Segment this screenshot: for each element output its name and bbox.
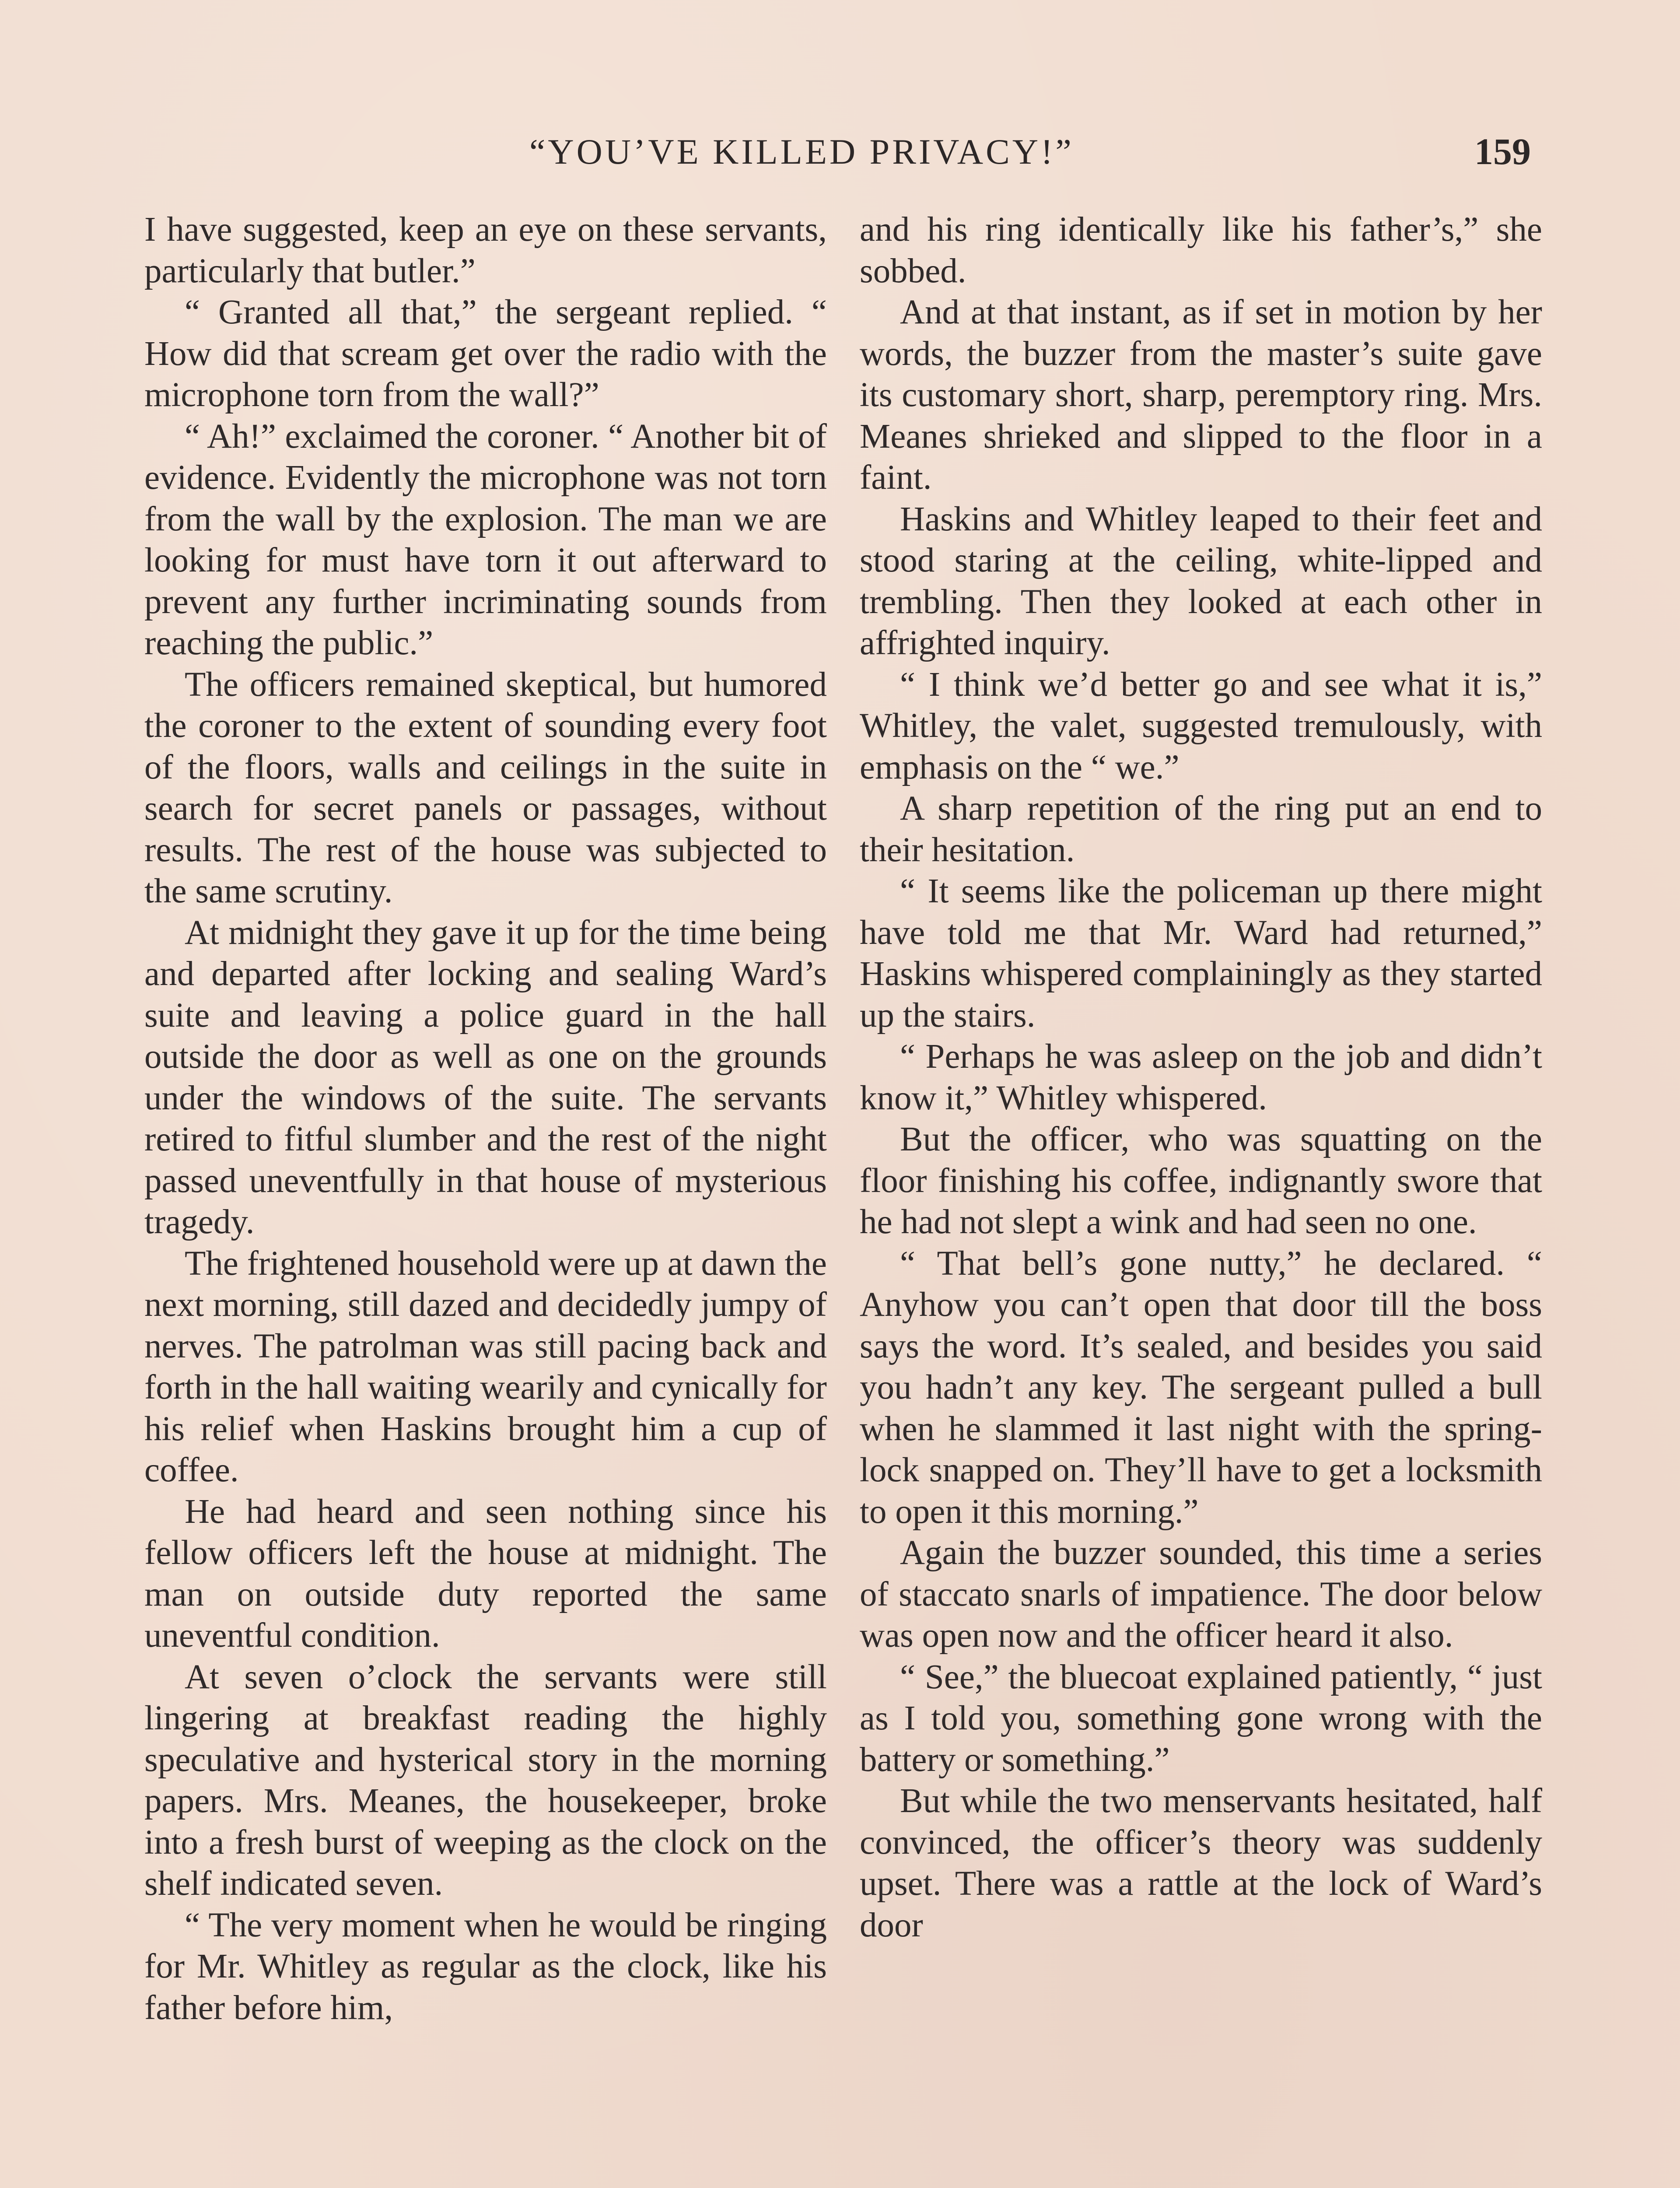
paragraph: “ Ah!” exclaimed the coroner. “ Another bit of evidence. Evidently the microphone was not torn from the wall by the explosion. The man we are looking for must have torn it out afterward to prevent any further incriminating sounds from reaching the public.”	[144, 417, 827, 662]
running-title: “YOU’VE KILLED PRIVACY!”	[529, 132, 1074, 172]
paragraph: He had heard and seen nothing since his fellow officers left the house at midnight. The man on outside duty reported the same uneventful condition.	[144, 1492, 827, 1655]
page-number: 159	[1474, 130, 1531, 172]
paragraph: The frightened household were up at dawn the next morning, still dazed and decidedly jumpy of nerves. The patrolman was still pacing back and forth in the hall waiting wearily and cynically for his relief when Haskins brought him a cup of coffee.	[144, 1244, 827, 1489]
paragraph: But the officer, who was squatting on the floor finishing his coffee, indignantly swore that he had not slept a wink and had seen no one.	[860, 1120, 1542, 1241]
paragraph: “ See,” the bluecoat explained patiently, “ just as I told you, something gone wrong with the battery or something.”	[860, 1658, 1542, 1779]
paragraph: A sharp repetition of the ring put an end to their hesitation.	[860, 789, 1542, 869]
paragraph: “ The very moment when he would be ringing for Mr. Whitley as regular as the clock, like his father before him,	[144, 1906, 827, 2027]
paragraph: At seven o’clock the servants were still lingering at breakfast reading the highly speculative and hysterical story in the morning papers. Mrs. Meanes, the housekeeper, broke into a fresh burst of weeping as the clock on the shelf indicated seven.	[144, 1658, 827, 1903]
paragraph: and his ring identically like his father’s,” she sobbed.	[860, 210, 1542, 290]
paragraph: “ Granted all that,” the sergeant replied. “ How did that scream get over the radio with the microphone torn from the wall?”	[144, 293, 827, 414]
left-column	[144, 209, 827, 2029]
paragraph: “ I think we’d better go and see what it is,” Whitley, the valet, suggested tremulously, with emphasis on the “ we.”	[860, 665, 1542, 786]
paragraph: Haskins and Whitley leaped to their feet and stood staring at the ceiling, white-lipped and trembling. Then they looked at each other in affrighted inquiry.	[860, 500, 1542, 662]
paragraph: I have suggested, keep an eye on these servants, particularly that butler.”	[144, 210, 827, 290]
paragraph: “ Perhaps he was asleep on the job and didn’t know it,” Whitley whispered.	[860, 1038, 1542, 1117]
right-column	[860, 209, 1542, 1946]
paragraph: The officers remained skeptical, but humored the coroner to the extent of sounding every foot of the floors, walls and ceilings in the suite in search for secret panels or passages, without results. The rest of the house was subjected to the same scrutiny.	[144, 665, 827, 910]
paragraph: “ That bell’s gone nutty,” he declared. “ Anyhow you can’t open that door till the boss says the word. It’s sealed, and besides you said you hadn’t any key. The sergeant pulled a bull when he slammed it last night with the spring-lock snapped on. They’ll have to get a locksmith to open it this morning.”	[860, 1244, 1542, 1531]
paragraph: But while the two menservants hesitated, half convinced, the officer’s theory was suddenly upset. There was a rattle at the lock of Ward’s door	[860, 1782, 1542, 1944]
paragraph: Again the buzzer sounded, this time a series of staccato snarls of impatience. The door below was open now and the officer heard it also.	[860, 1534, 1542, 1655]
paragraph: “ It seems like the policeman up there might have told me that Mr. Ward had returned,” Haskins whispered complainingly as they started up the stairs.	[860, 872, 1542, 1034]
paragraph: At midnight they gave it up for the time being and departed after locking and sealing Ward’s suite and leaving a police guard in the hall outside the door as well as one on the grounds under the windows of the suite. The servants retired to fitful slumber and the rest of the night passed uneventfully in that house of mysterious tragedy.	[144, 913, 827, 1241]
paragraph: And at that instant, as if set in motion by her words, the buzzer from the master’s suite gave its customary short, sharp, peremptory ring. Mrs. Meanes shrieked and slipped to the floor in a faint.	[860, 293, 1542, 497]
